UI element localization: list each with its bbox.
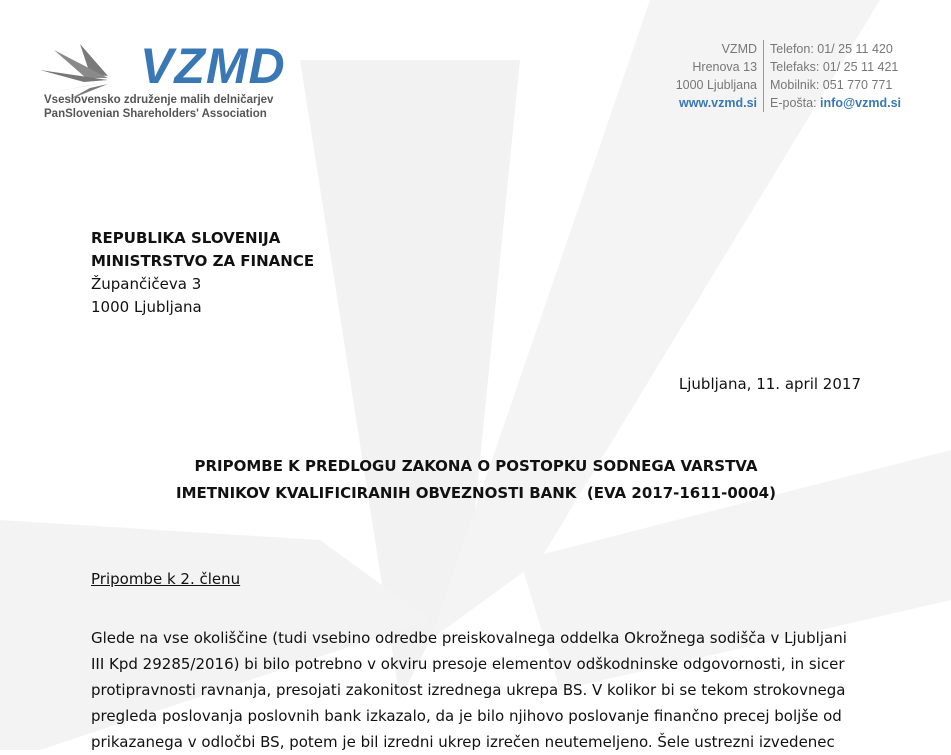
recipient-line-3: Župančičeva 3	[91, 275, 202, 293]
recipient-line-2: MINISTRSTVO ZA FINANCE	[91, 252, 315, 270]
contact-org: VZMD	[721, 42, 758, 56]
logo-tagline-sl: Vseslovensko združenje malih delničarjev	[44, 94, 274, 106]
contact-website-link[interactable]: www.vzmd.si	[678, 96, 758, 110]
logo-tagline-en: PanSlovenian Shareholders' Association	[44, 108, 267, 120]
contact-mobile: Mobilnik: 051 770 771	[770, 78, 893, 92]
body-line: prikazanega v odločbi BS, potem je bil izredni ukrep izrečen neutemeljeno. Šele ustrezni izvedenec	[91, 733, 835, 751]
contact-numbers	[764, 40, 901, 112]
recipient-line-1: REPUBLIKA SLOVENIJA	[91, 229, 281, 247]
vzmd-logo	[40, 38, 300, 122]
contact-street: Hrenova 13	[692, 60, 758, 74]
contact-email-label: E-pošta:	[770, 96, 821, 110]
logo-burst-icon	[40, 40, 110, 100]
contact-email-row	[770, 94, 901, 112]
logo-wordmark: VZMD	[140, 38, 286, 94]
letter-date: Ljubljana, 11. april 2017	[678, 375, 861, 393]
contact-fax: Telefaks: 01/ 25 11 421	[770, 60, 899, 74]
contact-block	[676, 40, 901, 112]
contact-city: 1000 Ljubljana	[675, 78, 758, 92]
recipient-line-4: 1000 Ljubljana	[91, 298, 202, 316]
body-line: protipravnosti ravnanja, presojati zakonitost izrednega ukrepa BS. V kolikor bi se tekom strokovnega	[91, 681, 846, 699]
recipient-address	[91, 227, 861, 319]
contact-address	[676, 40, 764, 112]
body-line: III Kpd 29285/2016) bi bilo potrebno v okviru presoje elementov odškodninske odgovornosti, in sicer	[91, 655, 845, 673]
contact-email-link[interactable]: info@vzmd.si	[820, 96, 901, 110]
body-line: pregleda poslovanja poslovnih bank izkazalo, da je bilo njihovo poslovanje finančno precej boljše od	[91, 707, 842, 725]
title-line-2: IMETNIKOV KVALIFICIRANIH OBVEZNOSTI BANK (EVA 2017-1611-0004)	[176, 484, 776, 502]
section-heading: Pripombe k 2. členu	[91, 570, 241, 588]
document-title	[91, 453, 861, 507]
title-line-1: PRIPOMBE K PREDLOGU ZAKONA O POSTOPKU SODNEGA VARSTVA	[194, 457, 758, 475]
body-line: Glede na vse okoliščine (tudi vsebino odredbe preiskovalnega oddelka Okrožnega sodišča v Ljubljani	[91, 629, 847, 647]
body-paragraph	[91, 625, 861, 755]
contact-phone: Telefon: 01/ 25 11 420	[770, 42, 893, 56]
